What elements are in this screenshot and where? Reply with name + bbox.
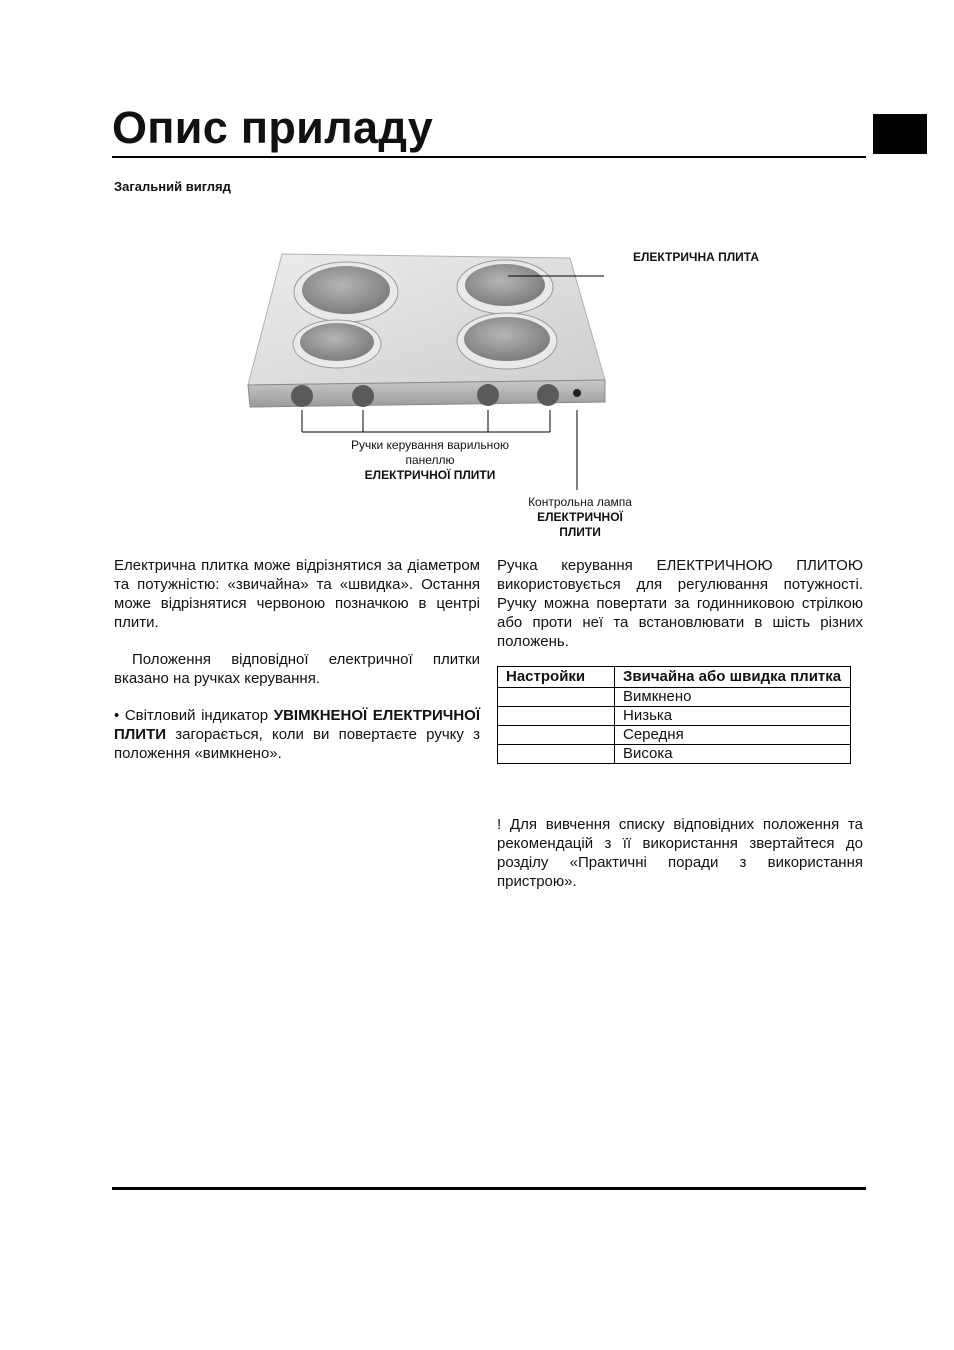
table-cell-value: Висока xyxy=(615,745,851,764)
left-column xyxy=(114,556,480,763)
table-cell-value: Середня xyxy=(615,726,851,745)
table-cell-setting xyxy=(498,745,615,764)
table-cell-value: Вимкнено xyxy=(615,688,851,707)
knobs-label-bold: ЕЛЕКТРИЧНОЇ ПЛИТИ xyxy=(364,468,496,482)
control-knob-2 xyxy=(352,385,374,407)
control-knob-3 xyxy=(477,384,499,406)
left-paragraph-3 xyxy=(114,706,480,763)
hotplate-back-right xyxy=(457,260,553,314)
section-subtitle: Загальний вигляд xyxy=(114,179,231,194)
knobs-label-line2: панеллю xyxy=(405,453,455,467)
table-cell-value: Низька xyxy=(615,707,851,726)
lamp-label-bold1: ЕЛЕКТРИЧНОЇ xyxy=(537,510,623,524)
hob-top-surface xyxy=(248,254,605,385)
title-underline xyxy=(112,156,866,158)
table-row xyxy=(498,745,851,764)
control-knob-4 xyxy=(537,384,559,406)
hotplate-front-right xyxy=(457,313,557,369)
table-row xyxy=(498,688,851,707)
table-header-settings: Настройки xyxy=(498,667,615,688)
knobs-bracket xyxy=(302,410,550,432)
right-column xyxy=(497,556,863,651)
indicator-lamp xyxy=(573,389,581,397)
table-row xyxy=(498,726,851,745)
knobs-label xyxy=(330,438,530,483)
usage-note: ! Для вивчення списку відповідних положення та рекомендацій з її використання звертайтеся до розділу «Практичні поради з використання пристрою». xyxy=(497,816,863,890)
settings-table xyxy=(497,666,851,764)
table-cell-setting xyxy=(498,726,615,745)
table-cell-setting xyxy=(498,707,615,726)
hotplate-back-left xyxy=(294,262,398,322)
right-paragraph-1: Ручка керування ЕЛЕКТРИЧНОЮ ПЛИТОЮ використовується для регулювання потужності. Ручку можна повертати за годинниковою стрілкою або проти неї та встановлювати в шість різних положень. xyxy=(497,557,863,650)
table-row xyxy=(498,707,851,726)
section-tab-marker xyxy=(873,114,927,154)
page-title: Опис приладу xyxy=(112,102,434,153)
hob-label: ЕЛЕКТРИЧНА ПЛИТА xyxy=(633,250,760,264)
knobs-label-line1: Ручки керування варильною xyxy=(351,438,509,452)
lamp-label xyxy=(510,495,650,540)
table-header-plate-type: Звичайна або швидка плитка xyxy=(615,667,851,688)
left-paragraph-1: Електрична плитка може відрізнятися за діаметром та потужністю: «звичайна» та «швидка». Остання може відрізнятися червоною позначкою в центрі плити. xyxy=(114,557,480,631)
lamp-label-bold2: ПЛИТИ xyxy=(559,525,601,539)
control-knob-1 xyxy=(291,385,313,407)
footer-rule xyxy=(112,1187,866,1190)
lamp-label-line1: Контрольна лампа xyxy=(528,495,632,509)
indicator-text-bold: УВІМКНЕНОЇ ЕЛЕКТРИЧНОЇ ПЛИТИ xyxy=(114,707,480,743)
table-cell-setting xyxy=(498,688,615,707)
hotplate-front-left xyxy=(293,320,381,368)
left-paragraph-2: Положення відповідної електричної плитки вказано на ручках керування. xyxy=(114,651,480,687)
indicator-text-prefix: • Світловий індикатор xyxy=(114,707,274,724)
table-header-row xyxy=(498,667,851,688)
indicator-text-suffix: загорається, коли ви повертаєте ручку з положення «вимкнено». xyxy=(114,726,480,762)
